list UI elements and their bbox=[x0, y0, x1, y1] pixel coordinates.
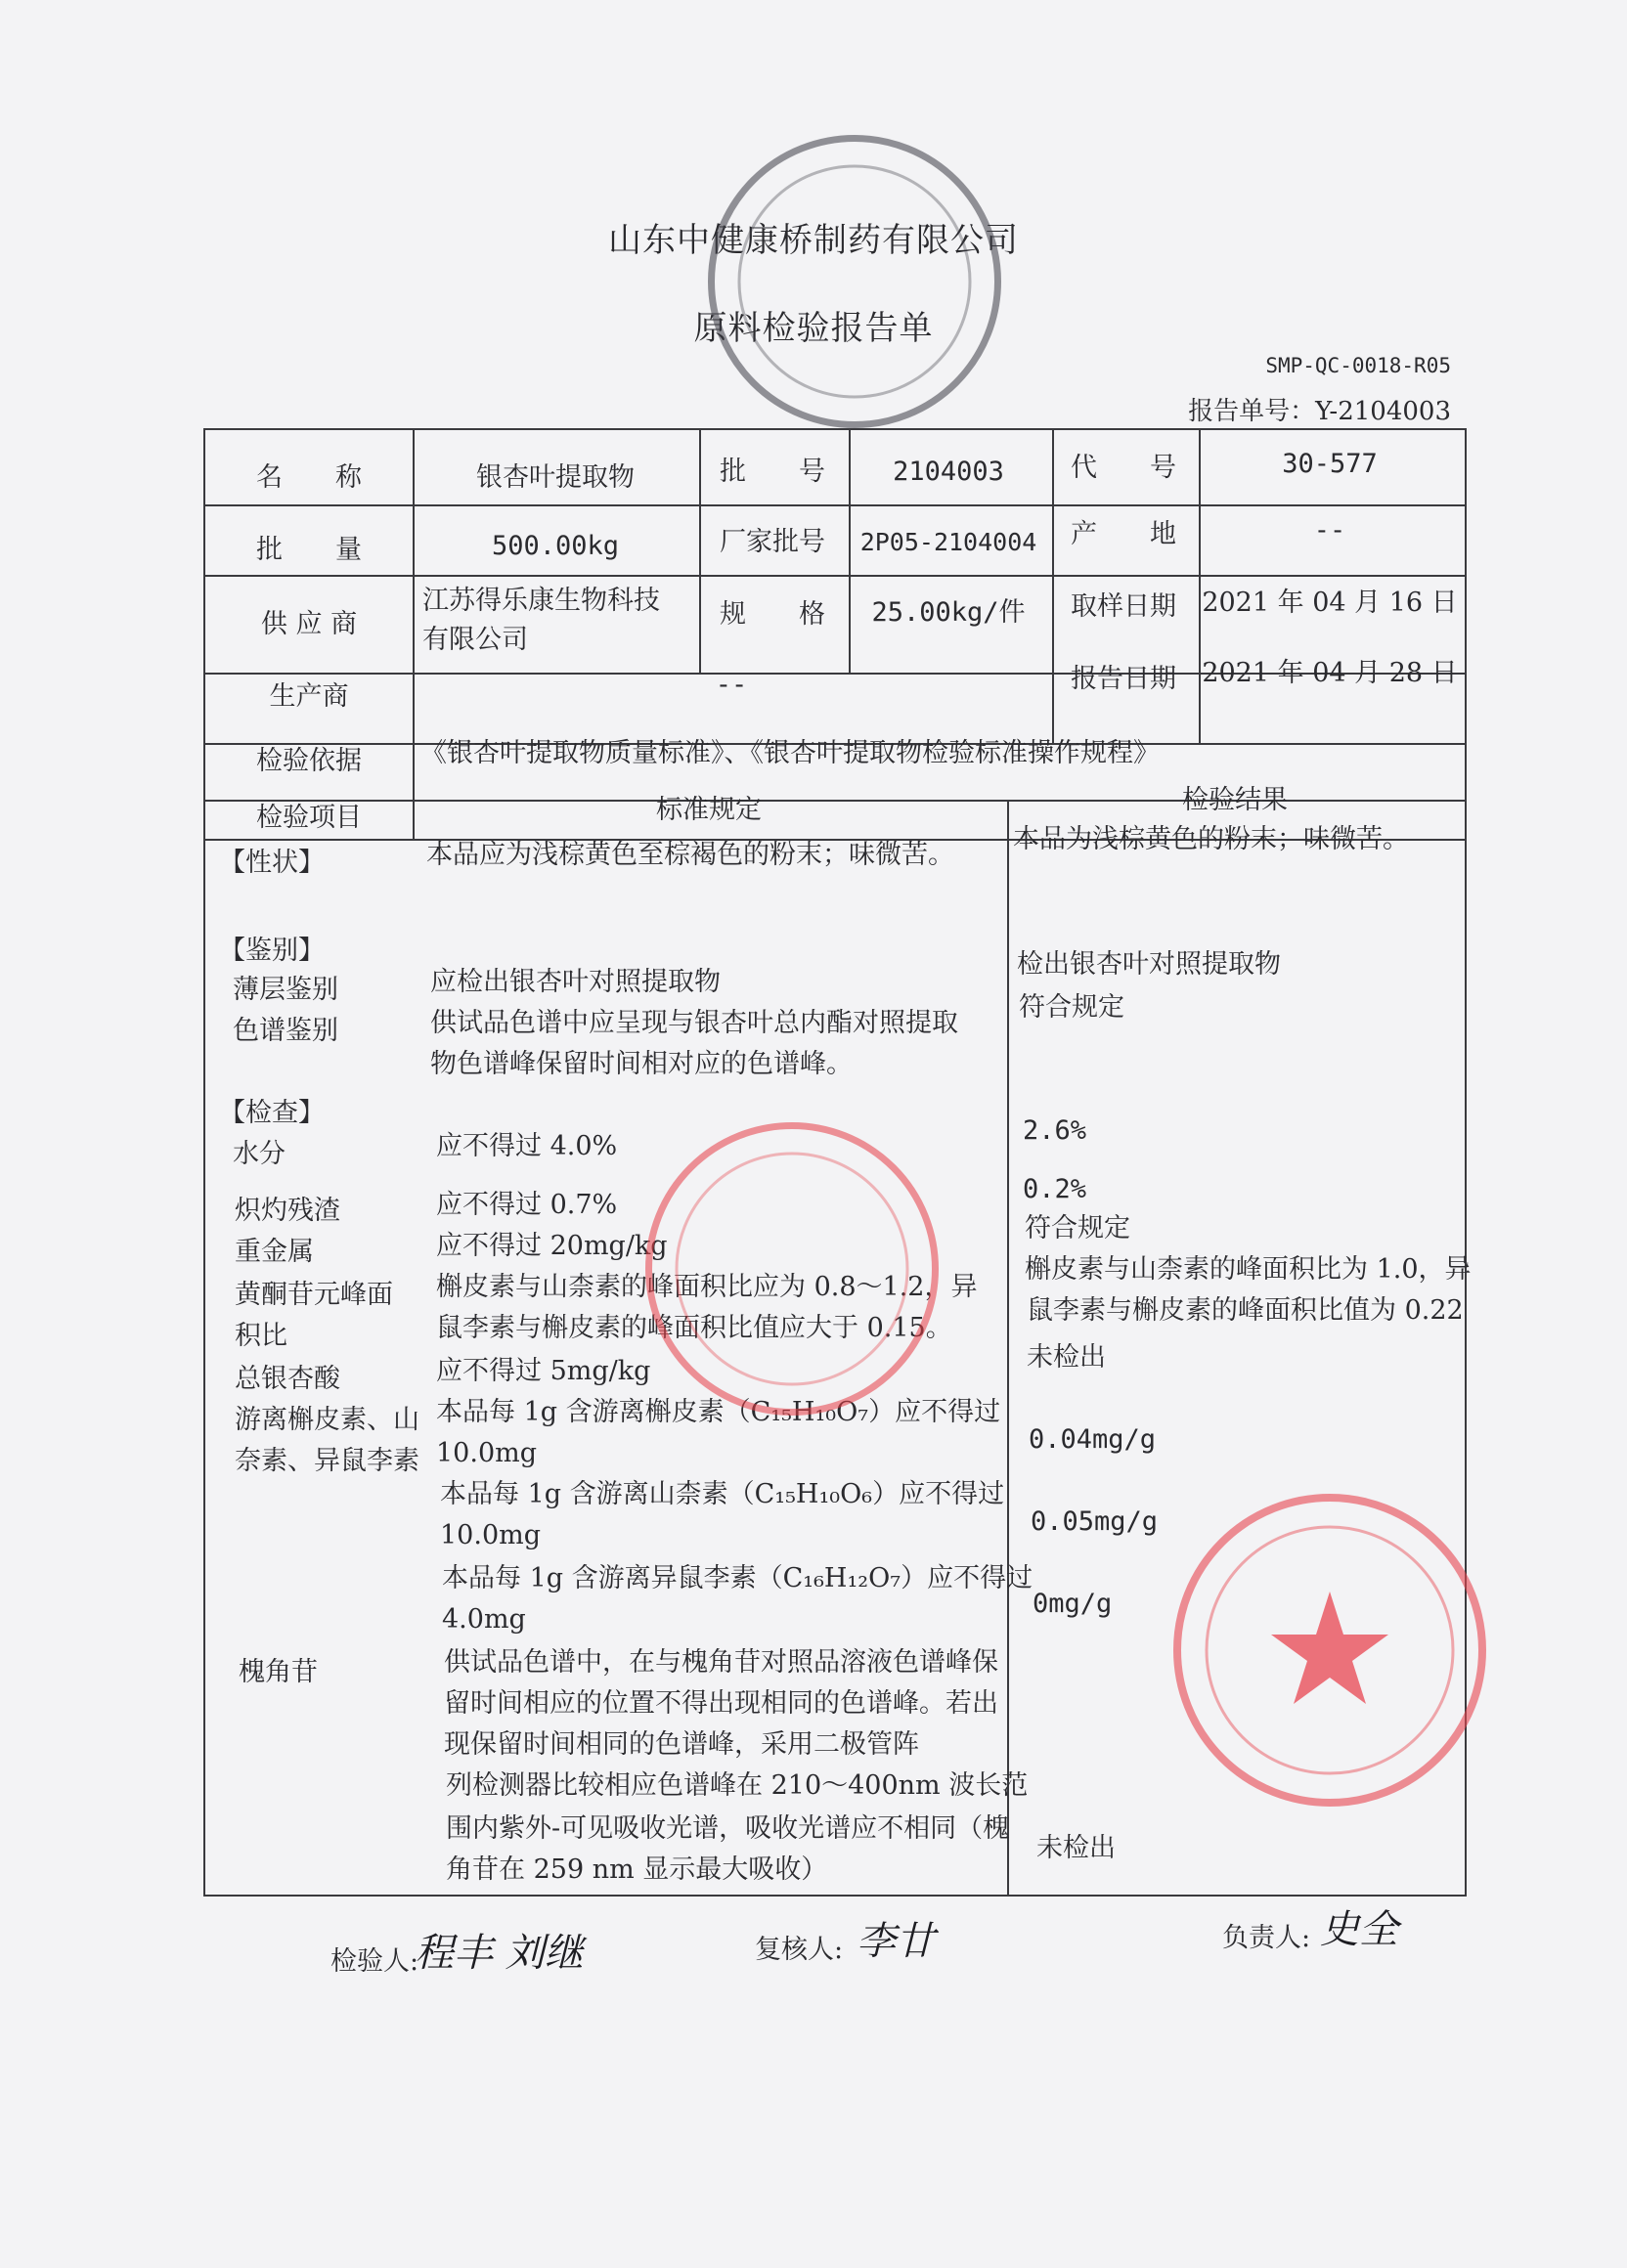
item-chromatogram: 色谱鉴别 bbox=[233, 1016, 338, 1046]
std-sophoricoside-line1: 供试品色谱中，在与槐角苷对照品溶液色谱峰保 bbox=[444, 1647, 998, 1678]
stamp-middle-graphic bbox=[652, 1129, 932, 1409]
std-isorhamnetin-line1: 本品每 1g 含游离异鼠李素（C₁₆H₁₂O₇）应不得过 bbox=[442, 1563, 1033, 1593]
item-flavonol-line1: 黄酮苷元峰面 bbox=[235, 1280, 393, 1310]
quantity-value: 500.00kg bbox=[491, 531, 620, 561]
std-appearance: 本品应为浅棕黄色至棕褐色的粉末；味微苦。 bbox=[426, 840, 954, 870]
document-title: 原料检验报告单 bbox=[693, 309, 934, 348]
report-date-value: 2021 年 04 月 28 日 bbox=[1202, 658, 1458, 688]
std-sophoricoside-line6: 角苷在 259 nm 显示最大吸收） bbox=[446, 1854, 828, 1885]
result-tlc: 检出银杏叶对照提取物 bbox=[1017, 949, 1281, 980]
item-moisture: 水分 bbox=[233, 1139, 286, 1169]
std-quercetin-line2: 10.0mg bbox=[436, 1438, 538, 1468]
quantity-label: 批 量 bbox=[256, 535, 362, 565]
code-value: 30-577 bbox=[1282, 449, 1378, 479]
stamp-top-graphic bbox=[715, 142, 994, 421]
item-ash: 炽灼残渣 bbox=[235, 1196, 340, 1226]
result-heavy-metal: 符合规定 bbox=[1025, 1213, 1130, 1243]
producer-label: 生产商 bbox=[269, 681, 349, 712]
star-icon bbox=[1181, 1502, 1478, 1799]
std-ginkgolic-acid: 应不得过 5mg/kg bbox=[436, 1356, 651, 1386]
supplier-red-stamp bbox=[645, 1122, 939, 1416]
producer-value: -- bbox=[715, 670, 748, 700]
document-code: SMP-QC-0018-R05 bbox=[1265, 354, 1451, 377]
supplier-label: 供 应 商 bbox=[260, 609, 358, 639]
std-heavy-metal: 应不得过 20mg/kg bbox=[436, 1231, 668, 1261]
std-isorhamnetin-line2: 4.0mg bbox=[442, 1604, 526, 1635]
origin-value: -- bbox=[1313, 515, 1346, 545]
result-ash: 0.2% bbox=[1023, 1174, 1087, 1204]
item-appearance: 【性状】 bbox=[219, 848, 325, 878]
item-ginkgolic-acid: 总银杏酸 bbox=[235, 1364, 340, 1394]
inspector-label: 检验人: bbox=[330, 1946, 419, 1977]
manufacturer-batch-label: 厂家批号 bbox=[720, 527, 825, 557]
column-item-header: 检验项目 bbox=[256, 803, 362, 833]
inspector-signature: 程丰 刘继 bbox=[415, 1931, 584, 1976]
result-ginkgolic-acid: 未检出 bbox=[1027, 1342, 1106, 1373]
reviewer-label: 复核人: bbox=[755, 1935, 844, 1965]
result-quercetin: 0.04mg/g bbox=[1029, 1424, 1157, 1455]
std-kaempferol-line2: 10.0mg bbox=[440, 1520, 542, 1550]
std-sophoricoside-line4: 列检测器比较相应色谱峰在 210～400nm 波长范 bbox=[446, 1770, 1029, 1801]
std-moisture: 应不得过 4.0% bbox=[436, 1131, 618, 1161]
result-flavonol-line1: 槲皮素与山柰素的峰面积比为 1.0，异 bbox=[1025, 1254, 1472, 1285]
item-free-flavonoids-line2: 奈素、异鼠李素 bbox=[235, 1446, 419, 1476]
column-standard-header: 标准规定 bbox=[656, 795, 762, 825]
quality-inspection-stamp bbox=[708, 135, 1001, 428]
result-chromatogram: 符合规定 bbox=[1019, 992, 1124, 1023]
std-chromatogram-line2: 物色谱峰保留时间相对应的色谱峰。 bbox=[430, 1049, 853, 1079]
supplier-value-line1: 江苏得乐康生物科技 bbox=[422, 586, 660, 616]
item-sophoricoside: 槐角苷 bbox=[239, 1657, 318, 1687]
code-label: 代 号 bbox=[1071, 453, 1176, 483]
quality-management-stamp bbox=[1173, 1494, 1486, 1807]
result-isorhamnetin: 0mg/g bbox=[1033, 1589, 1113, 1619]
reviewer-signature: 李廿 bbox=[857, 1919, 935, 1964]
basis-label: 检验依据 bbox=[256, 746, 362, 776]
name-value: 银杏叶提取物 bbox=[476, 462, 635, 493]
manufacturer-batch-value: 2P05-2104004 bbox=[859, 528, 1037, 556]
std-sophoricoside-line2: 留时间相应的位置不得出现相同的色谱峰。若出 bbox=[444, 1688, 998, 1719]
responsible-label: 负责人: bbox=[1222, 1923, 1311, 1953]
spec-value: 25.00kg/件 bbox=[871, 597, 1026, 628]
sample-date-label: 取样日期 bbox=[1071, 591, 1176, 622]
result-flavonol-line2: 鼠李素与槲皮素的峰面积比值为 0.22 bbox=[1027, 1295, 1464, 1326]
report-date-label: 报告日期 bbox=[1071, 664, 1176, 694]
std-flavonol-line1: 槲皮素与山柰素的峰面积比应为 0.8～1.2，异 bbox=[436, 1272, 978, 1302]
basis-value: 《银杏叶提取物质量标准》、《银杏叶提取物检验标准操作规程》 bbox=[420, 738, 1160, 768]
item-flavonol-line2: 积比 bbox=[235, 1321, 287, 1351]
std-sophoricoside-line3: 现保留时间相同的色谱峰，采用二极管阵 bbox=[444, 1729, 919, 1760]
origin-label: 产 地 bbox=[1071, 519, 1176, 549]
sample-date-value: 2021 年 04 月 16 日 bbox=[1202, 588, 1458, 618]
responsible-signature: 史全 bbox=[1320, 1907, 1398, 1952]
item-tlc: 薄层鉴别 bbox=[233, 975, 338, 1005]
result-kaempferol: 0.05mg/g bbox=[1031, 1506, 1159, 1537]
report-number: 报告单号：Y-2104003 bbox=[1188, 397, 1451, 426]
item-heavy-metal: 重金属 bbox=[235, 1237, 314, 1267]
result-moisture: 2.6% bbox=[1023, 1115, 1087, 1146]
column-result-header: 检验结果 bbox=[1182, 785, 1288, 815]
result-sophoricoside: 未检出 bbox=[1036, 1833, 1116, 1863]
std-sophoricoside-line5: 围内紫外-可见吸收光谱，吸收光谱应不相同（槐 bbox=[446, 1813, 1010, 1844]
std-flavonol-line2: 鼠李素与槲皮素的峰面积比值应大于 0.15。 bbox=[436, 1313, 952, 1343]
batch-value: 2104003 bbox=[893, 457, 1004, 487]
item-free-flavonoids-line1: 游离槲皮素、山 bbox=[235, 1405, 419, 1435]
std-kaempferol-line1: 本品每 1g 含游离山柰素（C₁₅H₁₀O₆）应不得过 bbox=[440, 1479, 1005, 1509]
supplier-value-line2: 有限公司 bbox=[422, 625, 528, 655]
item-inspection: 【检查】 bbox=[219, 1098, 325, 1128]
std-chromatogram-line1: 供试品色谱中应呈现与银杏叶总内酯对照提取 bbox=[430, 1008, 958, 1038]
batch-label: 批 号 bbox=[720, 457, 825, 487]
item-identification: 【鉴别】 bbox=[219, 936, 325, 966]
spec-label: 规 格 bbox=[720, 599, 825, 630]
std-tlc: 应检出银杏叶对照提取物 bbox=[430, 967, 721, 997]
result-appearance: 本品为浅棕黄色的粉末；味微苦。 bbox=[1013, 824, 1409, 854]
name-label: 名 称 bbox=[256, 462, 362, 493]
std-ash: 应不得过 0.7% bbox=[436, 1190, 618, 1220]
std-quercetin-line1: 本品每 1g 含游离槲皮素（C₁₅H₁₀O₇）应不得过 bbox=[436, 1397, 1001, 1427]
company-name: 山东中健康桥制药有限公司 bbox=[608, 221, 1019, 260]
